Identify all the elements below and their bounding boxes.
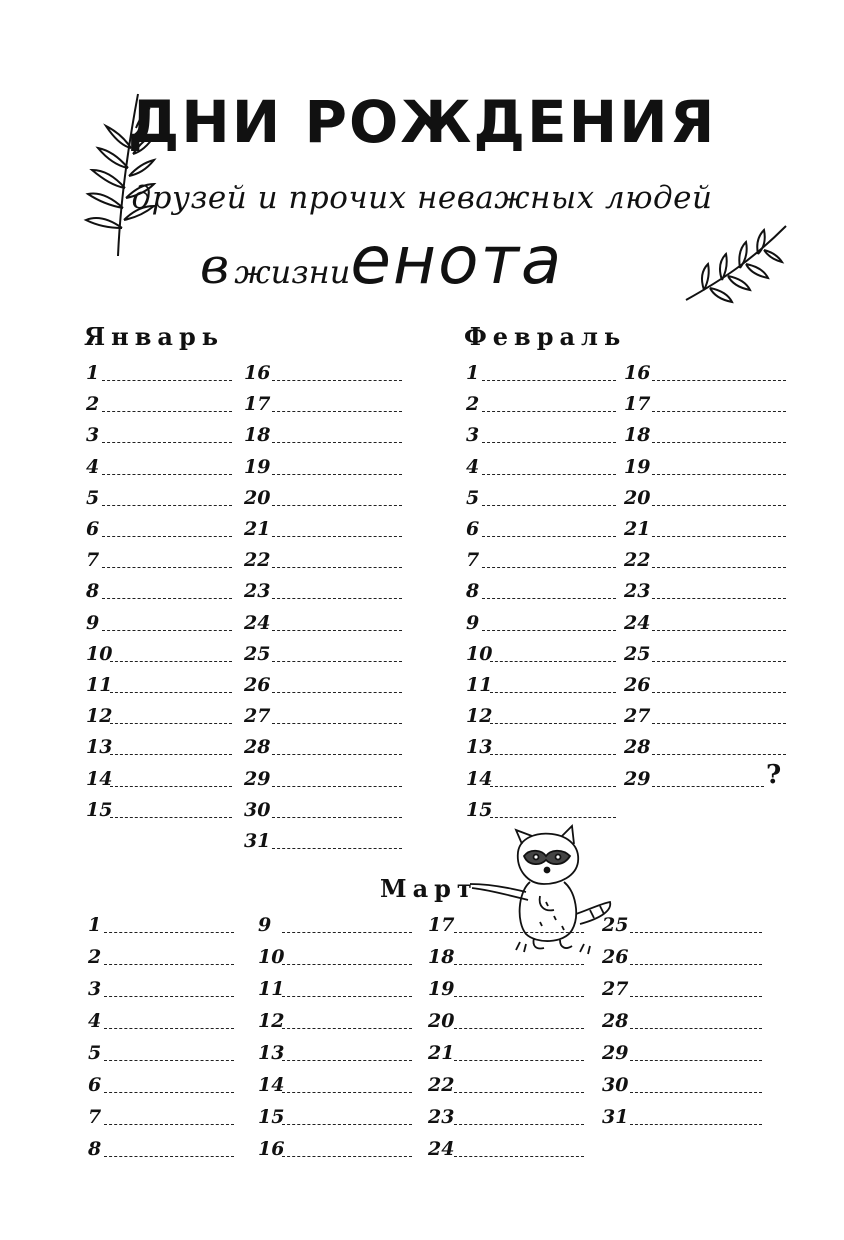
date-entry-march-14[interactable] [258, 1072, 412, 1096]
day-number: 19 [244, 456, 271, 478]
name-write-line[interactable] [104, 1060, 234, 1061]
name-write-line[interactable] [652, 411, 786, 412]
page-title: ДНИ РОЖДЕНИЯ [127, 88, 717, 156]
day-number: 21 [244, 518, 271, 540]
day-number: 22 [244, 549, 271, 571]
name-write-line[interactable] [454, 964, 584, 965]
name-write-line[interactable] [272, 630, 402, 631]
day-number: 29 [244, 768, 271, 790]
day-number: 6 [86, 518, 100, 540]
name-write-line[interactable] [490, 723, 616, 724]
day-number: 17 [624, 393, 651, 415]
day-number: 9 [466, 612, 480, 634]
date-entry-march-26[interactable] [602, 944, 762, 968]
date-entry-january-25[interactable] [244, 641, 402, 665]
name-write-line[interactable] [272, 786, 402, 787]
day-number: 14 [86, 768, 113, 790]
date-entry-january-15[interactable] [86, 797, 232, 821]
name-write-line[interactable] [652, 786, 764, 787]
date-entry-january-16[interactable] [244, 360, 402, 384]
date-entry-february-20[interactable] [624, 485, 786, 509]
name-write-line[interactable] [652, 723, 786, 724]
name-write-line[interactable] [482, 505, 616, 506]
day-number: 2 [466, 393, 480, 415]
date-entry-january-26[interactable] [244, 672, 402, 696]
date-entry-march-6[interactable] [88, 1072, 234, 1096]
name-write-line[interactable] [272, 442, 402, 443]
name-write-line[interactable] [104, 964, 234, 965]
date-entry-february-25[interactable] [624, 641, 786, 665]
name-write-line[interactable] [102, 380, 232, 381]
name-write-line[interactable] [630, 1060, 762, 1061]
day-number: 9 [258, 914, 272, 936]
name-write-line[interactable] [490, 817, 616, 818]
name-write-line[interactable] [102, 567, 232, 568]
date-entry-january-12[interactable] [86, 703, 232, 727]
day-number: 18 [624, 424, 651, 446]
day-number: 5 [88, 1042, 102, 1064]
day-number: 11 [86, 674, 113, 696]
name-write-line[interactable] [272, 817, 402, 818]
name-write-line[interactable] [282, 1092, 412, 1093]
date-entry-january-29[interactable] [244, 766, 402, 790]
date-entry-january-19[interactable] [244, 454, 402, 478]
day-number: 28 [624, 736, 651, 758]
day-number: 23 [624, 580, 651, 602]
date-entry-february-5[interactable] [466, 485, 616, 509]
date-entry-february-24[interactable] [624, 610, 786, 634]
day-number: 3 [466, 424, 480, 446]
day-number: 28 [244, 736, 271, 758]
date-entry-january-30[interactable] [244, 797, 402, 821]
day-number: 4 [88, 1010, 102, 1032]
date-entry-february-15[interactable] [466, 797, 616, 821]
day-number: 7 [88, 1106, 102, 1128]
day-number: 16 [244, 362, 271, 384]
day-number: 25 [624, 643, 651, 665]
date-entry-march-9[interactable] [258, 912, 412, 936]
day-number: 27 [244, 705, 271, 727]
date-entry-january-4[interactable] [86, 454, 232, 478]
day-number: 30 [602, 1074, 629, 1096]
day-number: 31 [602, 1106, 629, 1128]
date-entry-january-23[interactable] [244, 578, 402, 602]
date-entry-january-14[interactable] [86, 766, 232, 790]
name-write-line[interactable] [482, 442, 616, 443]
day-number: 29 [602, 1042, 629, 1064]
date-entry-march-21[interactable] [428, 1040, 584, 1064]
name-write-line[interactable] [490, 786, 616, 787]
date-entry-january-28[interactable] [244, 734, 402, 758]
name-write-line[interactable] [482, 411, 616, 412]
day-number: 4 [86, 456, 100, 478]
date-entry-march-31[interactable] [602, 1104, 762, 1128]
name-write-line[interactable] [102, 474, 232, 475]
day-number: 13 [258, 1042, 285, 1064]
day-number: 17 [244, 393, 271, 415]
day-number: 20 [244, 487, 271, 509]
name-write-line[interactable] [272, 474, 402, 475]
day-number: 16 [258, 1138, 285, 1160]
name-write-line[interactable] [272, 411, 402, 412]
name-write-line[interactable] [454, 1124, 584, 1125]
day-number: 5 [466, 487, 480, 509]
day-number: 7 [86, 549, 100, 571]
name-write-line[interactable] [652, 692, 786, 693]
name-write-line[interactable] [282, 1156, 412, 1157]
date-entry-february-2[interactable] [466, 391, 616, 415]
name-write-line[interactable] [272, 848, 402, 849]
date-entry-january-22[interactable] [244, 547, 402, 571]
day-number: 26 [624, 674, 651, 696]
name-write-line[interactable] [282, 996, 412, 997]
date-entry-march-10[interactable] [258, 944, 412, 968]
date-entry-january-7[interactable] [86, 547, 232, 571]
name-write-line[interactable] [282, 1060, 412, 1061]
date-entry-february-27[interactable] [624, 703, 786, 727]
name-write-line[interactable] [110, 786, 232, 787]
raccoon-illustration-icon [460, 822, 620, 962]
day-number: 13 [86, 736, 113, 758]
day-number: 19 [624, 456, 651, 478]
name-write-line[interactable] [490, 692, 616, 693]
day-number: 27 [602, 978, 629, 1000]
date-entry-february-8[interactable] [466, 578, 616, 602]
day-number: 10 [86, 643, 113, 665]
day-number: 9 [86, 612, 100, 634]
name-write-line[interactable] [272, 505, 402, 506]
day-number: 31 [244, 830, 271, 852]
day-number: 5 [86, 487, 100, 509]
date-entry-february-16[interactable] [624, 360, 786, 384]
name-write-line[interactable] [652, 598, 786, 599]
name-write-line[interactable] [102, 442, 232, 443]
day-number: 8 [86, 580, 100, 602]
date-entry-january-5[interactable] [86, 485, 232, 509]
name-write-line[interactable] [630, 932, 762, 933]
name-write-line[interactable] [272, 567, 402, 568]
name-write-line[interactable] [104, 1124, 234, 1125]
date-entry-january-31[interactable] [244, 828, 402, 852]
date-entry-january-27[interactable] [244, 703, 402, 727]
date-entry-february-6[interactable] [466, 516, 616, 540]
date-entry-february-9[interactable] [466, 610, 616, 634]
name-write-line[interactable] [272, 536, 402, 537]
date-entry-january-17[interactable] [244, 391, 402, 415]
name-write-line[interactable] [652, 661, 786, 662]
date-entry-february-3[interactable] [466, 422, 616, 446]
date-entry-march-1[interactable] [88, 912, 234, 936]
date-entry-march-2[interactable] [88, 944, 234, 968]
name-write-line[interactable] [272, 661, 402, 662]
day-number: 11 [258, 978, 285, 1000]
right-leaf-branch-icon [682, 220, 792, 310]
date-entry-january-2[interactable] [86, 391, 232, 415]
date-entry-february-11[interactable] [466, 672, 616, 696]
name-write-line[interactable] [454, 1156, 584, 1157]
day-number: 10 [466, 643, 493, 665]
day-number: 12 [466, 705, 493, 727]
month-title-february: Февраль [464, 322, 627, 351]
date-entry-january-11[interactable] [86, 672, 232, 696]
day-number: 18 [428, 946, 455, 968]
name-write-line[interactable] [104, 1156, 234, 1157]
name-write-line[interactable] [102, 411, 232, 412]
date-entry-january-10[interactable] [86, 641, 232, 665]
date-entry-march-28[interactable] [602, 1008, 762, 1032]
date-entry-january-13[interactable] [86, 734, 232, 758]
name-write-line[interactable] [282, 1124, 412, 1125]
page-subtitle: друзей и прочих неважных людей [131, 180, 713, 216]
day-number: 1 [88, 914, 102, 936]
day-number: 3 [86, 424, 100, 446]
day-number: 21 [624, 518, 651, 540]
date-entry-february-21[interactable] [624, 516, 786, 540]
name-write-line[interactable] [630, 964, 762, 965]
day-number: 22 [428, 1074, 455, 1096]
day-number: 8 [88, 1138, 102, 1160]
day-number: 14 [258, 1074, 285, 1096]
day-number: 11 [466, 674, 493, 696]
name-write-line[interactable] [652, 536, 786, 537]
day-number: 12 [258, 1010, 285, 1032]
name-write-line[interactable] [482, 567, 616, 568]
name-write-line[interactable] [490, 661, 616, 662]
name-write-line[interactable] [454, 1060, 584, 1061]
day-number: 4 [466, 456, 480, 478]
name-write-line[interactable] [282, 964, 412, 965]
date-entry-february-10[interactable] [466, 641, 616, 665]
name-write-line[interactable] [282, 1028, 412, 1029]
day-number: 14 [466, 768, 493, 790]
day-number: 28 [602, 1010, 629, 1032]
name-write-line[interactable] [102, 598, 232, 599]
month-title-march: Март [380, 874, 478, 903]
day-number: 24 [428, 1138, 455, 1160]
subtitle-word-v: в [200, 237, 230, 295]
name-write-line[interactable] [110, 723, 232, 724]
date-entry-january-1[interactable] [86, 360, 232, 384]
date-entry-january-6[interactable] [86, 516, 232, 540]
name-write-line[interactable] [272, 692, 402, 693]
name-write-line[interactable] [652, 505, 786, 506]
date-entry-february-22[interactable] [624, 547, 786, 571]
subtitle-word-zhizni: жизни [234, 253, 351, 291]
day-number: 27 [624, 705, 651, 727]
date-entry-march-19[interactable] [428, 976, 584, 1000]
name-write-line[interactable] [652, 474, 786, 475]
day-number: 30 [244, 799, 271, 821]
name-write-line[interactable] [102, 536, 232, 537]
date-entry-march-15[interactable] [258, 1104, 412, 1128]
date-entry-february-1[interactable] [466, 360, 616, 384]
date-entry-march-12[interactable] [258, 1008, 412, 1032]
day-number: 15 [86, 799, 113, 821]
day-number: 24 [244, 612, 271, 634]
date-entry-february-4[interactable] [466, 454, 616, 478]
name-write-line[interactable] [652, 630, 786, 631]
date-entry-january-24[interactable] [244, 610, 402, 634]
name-write-line[interactable] [630, 1124, 762, 1125]
date-entry-march-7[interactable] [88, 1104, 234, 1128]
date-entry-march-27[interactable] [602, 976, 762, 1000]
name-write-line[interactable] [104, 996, 234, 997]
name-write-line[interactable] [272, 598, 402, 599]
day-number: 6 [466, 518, 480, 540]
date-entry-march-4[interactable] [88, 1008, 234, 1032]
day-number: 8 [466, 580, 480, 602]
name-write-line[interactable] [272, 754, 402, 755]
date-entry-february-17[interactable] [624, 391, 786, 415]
date-entry-march-11[interactable] [258, 976, 412, 1000]
name-write-line[interactable] [630, 1092, 762, 1093]
day-number: 12 [86, 705, 113, 727]
date-entry-february-12[interactable] [466, 703, 616, 727]
name-write-line[interactable] [282, 932, 412, 933]
day-number: 25 [244, 643, 271, 665]
date-entry-march-16[interactable] [258, 1136, 412, 1160]
day-number: 2 [86, 393, 100, 415]
day-number: 26 [244, 674, 271, 696]
name-write-line[interactable] [454, 1092, 584, 1093]
date-entry-february-13[interactable] [466, 734, 616, 758]
day-number: 24 [624, 612, 651, 634]
name-write-line[interactable] [482, 474, 616, 475]
day-number: 2 [88, 946, 102, 968]
name-write-line[interactable] [630, 1028, 762, 1029]
date-entry-february-29[interactable] [624, 766, 764, 790]
name-write-line[interactable] [652, 442, 786, 443]
name-write-line[interactable] [110, 692, 232, 693]
day-number: 29 [624, 768, 651, 790]
day-number: 25 [602, 914, 629, 936]
date-entry-march-23[interactable] [428, 1104, 584, 1128]
date-entry-march-29[interactable] [602, 1040, 762, 1064]
name-write-line[interactable] [490, 754, 616, 755]
date-entry-march-13[interactable] [258, 1040, 412, 1064]
day-number: 21 [428, 1042, 455, 1064]
date-entry-february-18[interactable] [624, 422, 786, 446]
day-number: 22 [624, 549, 651, 571]
day-number: 1 [86, 362, 100, 384]
date-entry-february-7[interactable] [466, 547, 616, 571]
date-entry-march-25[interactable] [602, 912, 762, 936]
day-number: 23 [428, 1106, 455, 1128]
date-entry-january-8[interactable] [86, 578, 232, 602]
date-entry-january-21[interactable] [244, 516, 402, 540]
day-number: 10 [258, 946, 285, 968]
day-number: 15 [258, 1106, 285, 1128]
day-number: 1 [466, 362, 480, 384]
day-number: 18 [244, 424, 271, 446]
date-entry-february-23[interactable] [624, 578, 786, 602]
date-entry-march-20[interactable] [428, 1008, 584, 1032]
day-number: 7 [466, 549, 480, 571]
subtitle-word-enota: енота [350, 222, 564, 299]
name-write-line[interactable] [110, 661, 232, 662]
date-entry-march-5[interactable] [88, 1040, 234, 1064]
name-write-line[interactable] [652, 567, 786, 568]
name-write-line[interactable] [630, 996, 762, 997]
day-number: 16 [624, 362, 651, 384]
date-entry-march-30[interactable] [602, 1072, 762, 1096]
date-entry-february-28[interactable] [624, 734, 786, 758]
name-write-line[interactable] [102, 630, 232, 631]
month-title-january: Январь [84, 322, 225, 351]
day-number: 17 [428, 914, 455, 936]
day-number: 20 [428, 1010, 455, 1032]
date-entry-january-3[interactable] [86, 422, 232, 446]
date-entry-january-20[interactable] [244, 485, 402, 509]
day-number: 15 [466, 799, 493, 821]
name-write-line[interactable] [102, 505, 232, 506]
name-write-line[interactable] [482, 536, 616, 537]
name-write-line[interactable] [482, 598, 616, 599]
name-write-line[interactable] [652, 380, 786, 381]
date-entry-february-19[interactable] [624, 454, 786, 478]
february-question-mark: ? [766, 760, 782, 790]
day-number: 23 [244, 580, 271, 602]
day-number: 20 [624, 487, 651, 509]
name-write-line[interactable] [104, 1028, 234, 1029]
name-write-line[interactable] [482, 630, 616, 631]
name-write-line[interactable] [454, 996, 584, 997]
name-write-line[interactable] [652, 754, 786, 755]
day-number: 19 [428, 978, 455, 1000]
date-entry-march-8[interactable] [88, 1136, 234, 1160]
name-write-line[interactable] [482, 380, 616, 381]
day-number: 26 [602, 946, 629, 968]
page-subtitle-line3 [200, 222, 563, 299]
date-entry-march-22[interactable] [428, 1072, 584, 1096]
name-write-line[interactable] [272, 723, 402, 724]
name-write-line[interactable] [104, 932, 234, 933]
date-entry-february-14[interactable] [466, 766, 616, 790]
date-entry-january-18[interactable] [244, 422, 402, 446]
name-write-line[interactable] [272, 380, 402, 381]
name-write-line[interactable] [110, 754, 232, 755]
day-number: 6 [88, 1074, 102, 1096]
name-write-line[interactable] [110, 817, 232, 818]
day-number: 3 [88, 978, 102, 1000]
date-entry-march-3[interactable] [88, 976, 234, 1000]
day-number: 13 [466, 736, 493, 758]
name-write-line[interactable] [104, 1092, 234, 1093]
date-entry-january-9[interactable] [86, 610, 232, 634]
date-entry-february-26[interactable] [624, 672, 786, 696]
name-write-line[interactable] [454, 1028, 584, 1029]
date-entry-march-24[interactable] [428, 1136, 584, 1160]
